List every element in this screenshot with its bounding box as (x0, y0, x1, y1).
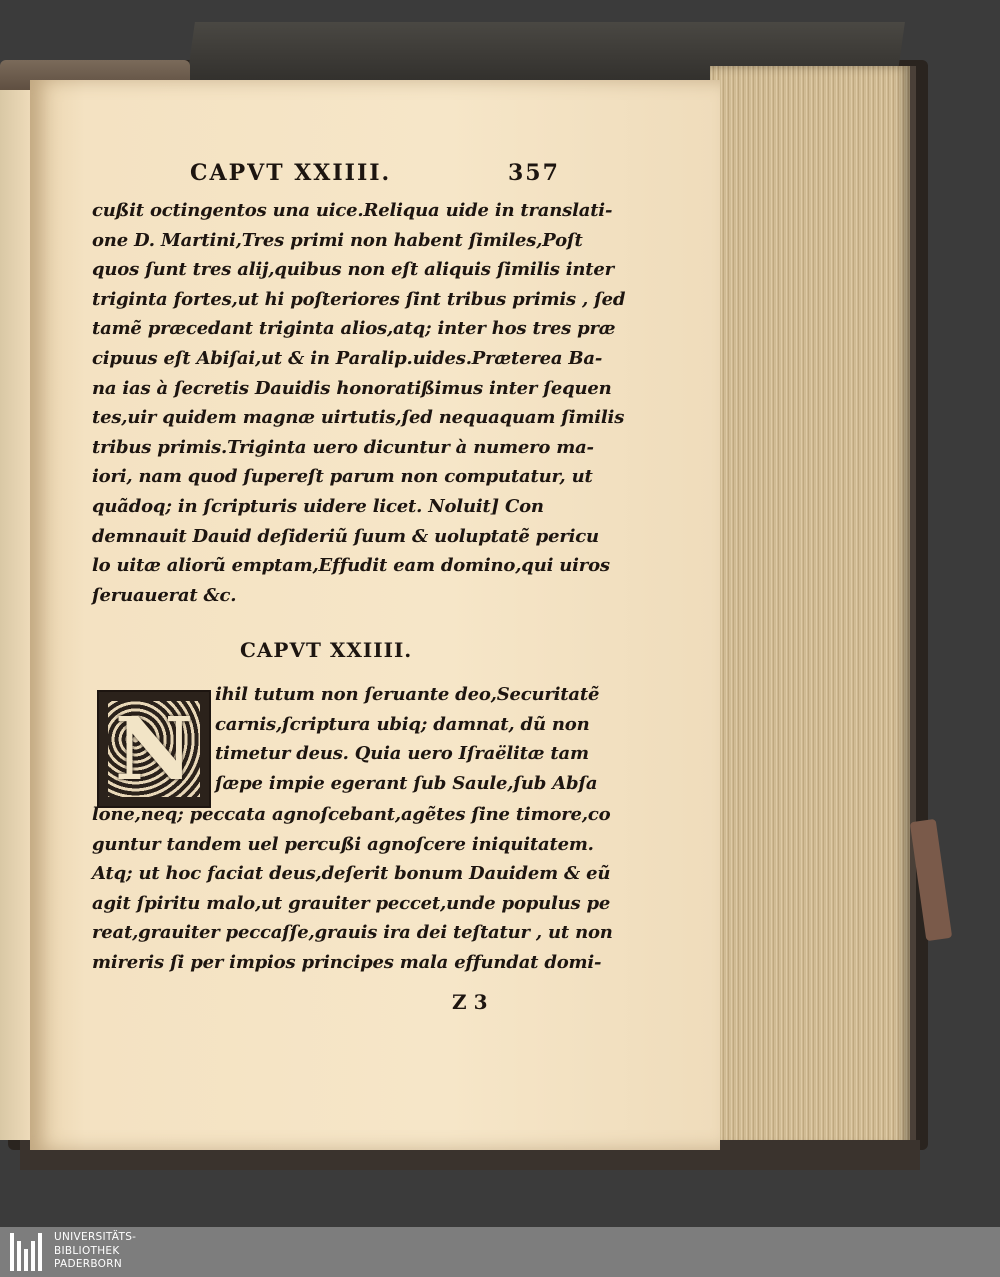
page-edges (710, 66, 916, 1148)
library-name-line: UNIVERSITÄTS- (54, 1231, 137, 1243)
text-line: guntur tandem uel percußi agnoſcere iniquitatem. (92, 833, 594, 855)
chapter-heading: CAPVT XXIIII. (240, 638, 413, 662)
text-line: tes,uir quidem magnæ uirtutis,ſed nequaquam ſimilis (92, 407, 625, 429)
text-line: quos ſunt tres alij,quibus non eſt aliquis ſimilis inter (92, 259, 614, 281)
left-page-edge (0, 90, 32, 1140)
text-line: mireris ſi per impios principes mala effundat domi- (92, 951, 602, 973)
header-title: CAPVT XXIIII. (190, 160, 392, 186)
text-line: timetur deus. Quia uero Iſraëlitæ tam (215, 743, 589, 765)
text-line: reat,grauiter peccaſſe,grauis ira dei teſtatur , ut non (92, 922, 613, 944)
text-block-bottom (92, 800, 613, 978)
library-logo-icon (10, 1233, 46, 1271)
text-line: demnauit Dauid deſideriũ ſuum & uoluptatẽ pericu (92, 525, 599, 547)
library-footer (0, 1227, 1000, 1277)
text-line: lo uitæ aliorũ emptam,Effudit eam domino,qui uiros (92, 555, 610, 577)
decorated-initial (97, 690, 211, 808)
text-line: cipuus eſt Abiſai,ut & in Paralip.uides.Præterea Ba- (92, 347, 603, 369)
text-line: quãdoq; in ſcripturis uidere licet. Noluit] Con (92, 495, 544, 517)
text-line: ſæpe impie egerant ſub Saule,ſub Abſa (215, 772, 598, 794)
text-line: tamẽ præcedant triginta alios,atq; inter hos tres præ (92, 318, 616, 340)
text-line: cußit octingentos una uice.Reliqua uide in translati- (92, 200, 613, 221)
text-block-initial (215, 680, 600, 798)
page-number: 357 (508, 160, 560, 186)
running-header (190, 160, 560, 196)
library-name-line: BIBLIOTHEK (54, 1244, 120, 1257)
text-line: Atq; ut hoc faciat deus,deſerit bonum Dauidem & eũ (92, 863, 611, 885)
text-line: iori, nam quod ſupereſt parum non computatur, ut (92, 466, 593, 488)
library-name-line: PADERBORN (54, 1258, 122, 1270)
text-line: triginta fortes,ut hi poſteriores ſint tribus primis , ſed (92, 288, 626, 310)
text-line: lone,neq; peccata agnoſcebant,agẽtes ſine timore,co (92, 804, 611, 825)
text-line: tribus primis.Triginta uero dicuntur à numero ma- (92, 436, 594, 458)
initial-letter: N (108, 701, 200, 797)
library-name (54, 1231, 136, 1272)
text-line: ſeruauerat &c. (92, 584, 237, 606)
signature-mark: Z 3 (452, 990, 488, 1014)
text-line: ihil tutum non ſeruante deo,Securitatẽ (215, 684, 600, 705)
text-line: na ias à ſecretis Dauidis honoratißimus inter ſequen (92, 377, 612, 399)
text-block-top (92, 196, 626, 610)
text-line: agit ſpiritu malo,ut grauiter peccet,unde populus pe (92, 892, 611, 914)
text-line: carnis,ſcriptura ubiq; damnat, dũ non (215, 713, 590, 735)
text-line: one D. Martini,Tres primi non habent ſimiles,Poſt (92, 229, 583, 251)
